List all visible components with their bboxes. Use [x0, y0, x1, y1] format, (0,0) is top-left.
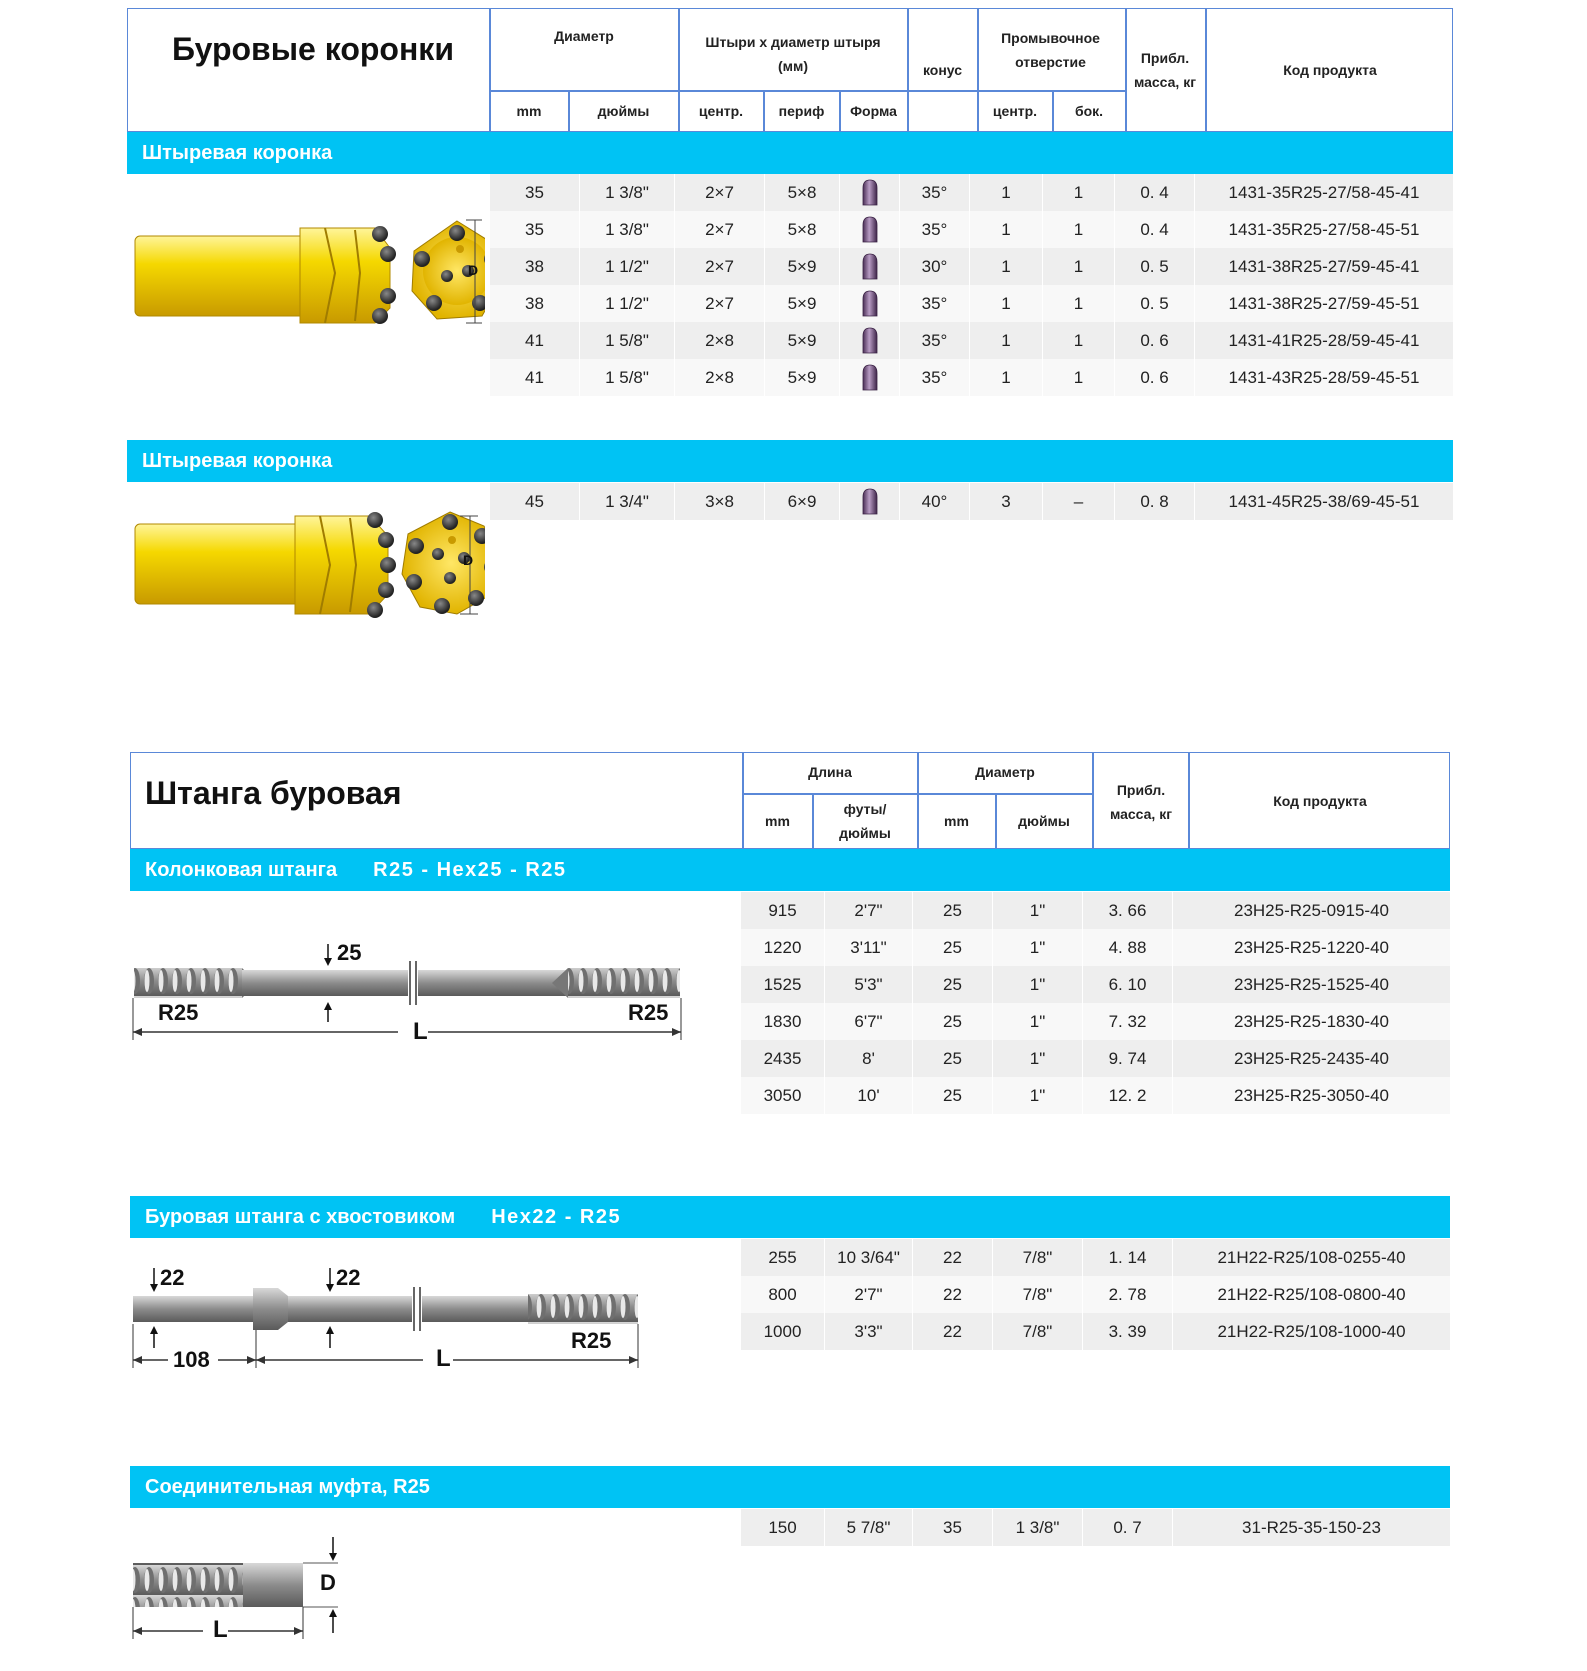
cell-code: 1431-41R25-28/59-45-41	[1228, 330, 1420, 350]
header-cone: конус	[922, 62, 963, 79]
cell-w: 0. 5	[1115, 285, 1195, 322]
cell-w: 0. 4	[1115, 211, 1195, 248]
cell-fc: 1	[970, 322, 1043, 359]
cell-p: 5×9	[765, 322, 840, 359]
cell-w: 0. 5	[1115, 248, 1195, 285]
rods-section-3-title: Соединительная муфта, R25	[145, 1475, 430, 1498]
cell-fc: 1	[970, 285, 1043, 322]
cell-cone: 40°	[900, 483, 970, 520]
table-row	[490, 359, 1453, 396]
rods-header-code: Код продукта	[1273, 792, 1367, 809]
cell-code: 1431-45R25-38/69-45-51	[1228, 491, 1420, 511]
cell-code: 23H25-R25-3050-40	[1234, 1085, 1389, 1105]
table-row	[490, 248, 1453, 285]
header-weight: Прибл. масса, кг	[1133, 50, 1197, 90]
header-inches: дюймы	[597, 103, 650, 120]
cell-code: 1431-38R25-27/59-45-51	[1228, 293, 1420, 313]
table-row	[741, 1239, 1450, 1276]
cell-fs: 1	[1043, 248, 1115, 285]
rod-1-hex-label: 25	[337, 940, 362, 965]
cell-mm: 255	[741, 1239, 825, 1276]
cell-in: 1 5/8"	[580, 359, 675, 396]
table-row	[490, 483, 1453, 520]
bits-title: Буровые коронки	[172, 31, 454, 67]
cell-dmm: 22	[913, 1276, 993, 1313]
cell-din: 7/8"	[993, 1276, 1083, 1313]
cell-c: 2×7	[675, 174, 765, 211]
cell-cone: 35°	[900, 285, 970, 322]
cell-ft: 6'7"	[825, 1003, 913, 1040]
table-row	[490, 211, 1453, 248]
cell-mm: 1830	[741, 1003, 825, 1040]
cell-fs: 1	[1043, 285, 1115, 322]
cell-code: 21H22-R25/108-1000-40	[1217, 1321, 1406, 1341]
cell-din: 1"	[993, 966, 1083, 1003]
rods-header-length: Длина	[808, 764, 852, 781]
cell-din: 1 3/8"	[993, 1509, 1083, 1546]
cell-cone: 30°	[900, 248, 970, 285]
cell-mm: 38	[490, 285, 580, 322]
header-perif: периф	[778, 103, 825, 120]
cell-din: 7/8"	[993, 1313, 1083, 1350]
cell-c: 2×8	[675, 322, 765, 359]
cell-ft: 5 7/8"	[825, 1509, 913, 1546]
bits-section-1-rows	[490, 174, 1453, 396]
cell-din: 1"	[993, 1077, 1083, 1114]
cell-ft: 3'3"	[825, 1313, 913, 1350]
bits-section-1-title: Штыревая коронка	[142, 141, 333, 164]
cell-ft: 8'	[825, 1040, 913, 1077]
pin-shape-icon	[840, 285, 900, 322]
cell-cone: 35°	[900, 359, 970, 396]
rods-section-2-title: Буровая штанга с хвостовиком	[145, 1205, 456, 1228]
cell-in: 1 1/2"	[580, 248, 675, 285]
rod-2-length-label: L	[436, 1345, 451, 1372]
rods-header-table	[130, 752, 1450, 849]
header-code: Код продукта	[1283, 62, 1377, 79]
table-row	[741, 1276, 1450, 1313]
table-row	[741, 1003, 1450, 1040]
cell-code: 1431-35R25-27/58-45-51	[1228, 219, 1420, 239]
rods-section-3-rows	[741, 1509, 1450, 1546]
cell-din: 1"	[993, 929, 1083, 966]
cell-w: 9. 74	[1083, 1040, 1173, 1077]
cell-w: 0. 6	[1115, 322, 1195, 359]
cell-din: 1"	[993, 892, 1083, 929]
button-bit-illustration-1	[130, 218, 485, 328]
cell-dmm: 25	[913, 1077, 993, 1114]
cell-c: 3×8	[675, 483, 765, 520]
coupling-d-label: D	[320, 1570, 336, 1595]
cell-code: 1431-38R25-27/59-45-41	[1228, 256, 1420, 276]
cell-w: 0. 8	[1115, 483, 1195, 520]
cell-ft: 10 3/64"	[825, 1239, 913, 1276]
rod-2-shank-label: 108	[173, 1347, 210, 1372]
cell-fs: 1	[1043, 211, 1115, 248]
header-diameter: Диаметр	[554, 28, 614, 45]
cell-fc: 3	[970, 483, 1043, 520]
rods-section-1-rows	[741, 892, 1450, 1114]
rod-1-right-thread-label: R25	[628, 1000, 669, 1025]
bits-section-2-title: Штыревая коронка	[142, 449, 333, 472]
cell-dmm: 35	[913, 1509, 993, 1546]
rods-section-3-bar	[130, 1466, 1450, 1508]
cell-fs: 1	[1043, 359, 1115, 396]
cell-c: 2×7	[675, 285, 765, 322]
pin-shape-icon	[840, 359, 900, 396]
cell-dmm: 25	[913, 966, 993, 1003]
bits-section-2-bar	[127, 440, 1453, 482]
header-flush: Промывочное отверстие	[1001, 30, 1100, 70]
cell-mm: 1525	[741, 966, 825, 1003]
cell-mm: 35	[490, 174, 580, 211]
cell-fc: 1	[970, 248, 1043, 285]
rods-section-1-bar	[130, 849, 1450, 891]
rod-1-length-label: L	[413, 1018, 428, 1045]
cell-din: 1"	[993, 1040, 1083, 1077]
rods-section-2-rows	[741, 1239, 1450, 1350]
header-flush-center: центр.	[992, 103, 1038, 120]
cell-code: 23H25-R25-1830-40	[1234, 1011, 1389, 1031]
cell-code: 1431-35R25-27/58-45-41	[1228, 182, 1420, 202]
table-row	[741, 929, 1450, 966]
table-row	[741, 966, 1450, 1003]
bit-2-d-label: D	[463, 552, 474, 568]
pin-shape-icon	[840, 248, 900, 285]
rods-header-weight: Прибл. масса, кг	[1109, 782, 1173, 822]
rods-section-1-spec: R25 - Hex25 - R25	[373, 858, 567, 881]
cell-mm: 41	[490, 359, 580, 396]
rods-section-2-spec: Hex22 - R25	[491, 1205, 622, 1228]
cell-p: 5×8	[765, 211, 840, 248]
cell-ft: 10'	[825, 1077, 913, 1114]
cell-dmm: 25	[913, 1003, 993, 1040]
cell-mm: 1000	[741, 1313, 825, 1350]
cell-dmm: 25	[913, 1040, 993, 1077]
cell-p: 5×8	[765, 174, 840, 211]
rod-1-left-thread-label: R25	[158, 1000, 199, 1025]
button-bit-illustration-2	[130, 510, 485, 620]
rods-title: Штанга буровая	[145, 775, 402, 811]
table-row	[741, 1077, 1450, 1114]
coupling-length-label: L	[213, 1616, 228, 1643]
pin-shape-icon	[840, 483, 900, 520]
cell-mm: 41	[490, 322, 580, 359]
cell-p: 5×9	[765, 248, 840, 285]
cell-cone: 35°	[900, 174, 970, 211]
cell-in: 1 3/8"	[580, 211, 675, 248]
cell-code: 23H25-R25-1220-40	[1234, 937, 1389, 957]
coupling-drawing	[128, 1535, 348, 1640]
rods-section-2-bar	[130, 1196, 1450, 1238]
cell-mm: 2435	[741, 1040, 825, 1077]
cell-w: 2. 78	[1083, 1276, 1173, 1313]
cell-code: 23H25-R25-0915-40	[1234, 900, 1389, 920]
cell-code: 1431-43R25-28/59-45-51	[1228, 367, 1420, 387]
cell-code: 31-R25-35-150-23	[1242, 1517, 1381, 1537]
cell-fs: 1	[1043, 174, 1115, 211]
cell-fc: 1	[970, 359, 1043, 396]
cell-in: 1 1/2"	[580, 285, 675, 322]
rods-header-din: дюймы	[1018, 813, 1070, 830]
cell-din: 1"	[993, 1003, 1083, 1040]
cell-w: 0. 4	[1115, 174, 1195, 211]
table-row	[741, 1313, 1450, 1350]
cell-w: 7. 32	[1083, 1003, 1173, 1040]
cell-ft: 2'7"	[825, 1276, 913, 1313]
cell-mm: 800	[741, 1276, 825, 1313]
cell-dmm: 25	[913, 929, 993, 966]
table-row	[490, 285, 1453, 322]
cell-p: 5×9	[765, 359, 840, 396]
rods-header-mm: mm	[765, 813, 790, 830]
cell-dmm: 25	[913, 892, 993, 929]
cell-fs: 1	[1043, 322, 1115, 359]
pin-shape-icon	[840, 211, 900, 248]
cell-w: 12. 2	[1083, 1077, 1173, 1114]
bits-header-table	[127, 8, 1453, 132]
cell-mm: 38	[490, 248, 580, 285]
header-shape: Форма	[850, 103, 897, 120]
cell-ft: 2'7"	[825, 892, 913, 929]
cell-fc: 1	[970, 211, 1043, 248]
cell-mm: 45	[490, 483, 580, 520]
rod-2-hex2-label: 22	[336, 1265, 361, 1290]
cell-ft: 3'11"	[825, 929, 913, 966]
cell-w: 6. 10	[1083, 966, 1173, 1003]
cell-w: 1. 14	[1083, 1239, 1173, 1276]
cell-code: 23H25-R25-1525-40	[1234, 974, 1389, 994]
cell-p: 6×9	[765, 483, 840, 520]
pin-shape-icon	[840, 322, 900, 359]
cell-w: 0. 7	[1083, 1509, 1173, 1546]
header-center: центр.	[698, 103, 744, 120]
cell-mm: 1220	[741, 929, 825, 966]
cell-code: 23H25-R25-2435-40	[1234, 1048, 1389, 1068]
cell-w: 0. 6	[1115, 359, 1195, 396]
cell-in: 1 3/8"	[580, 174, 675, 211]
cell-dmm: 22	[913, 1239, 993, 1276]
rods-section-1-title: Колонковая штанга	[145, 858, 338, 881]
cell-mm: 35	[490, 211, 580, 248]
cell-cone: 35°	[900, 322, 970, 359]
cell-cone: 35°	[900, 211, 970, 248]
rods-header-ft: футы/дюймы	[839, 801, 891, 841]
header-flush-side: бок.	[1074, 103, 1104, 120]
cell-in: 1 5/8"	[580, 322, 675, 359]
table-row	[741, 1509, 1450, 1546]
bits-section-2-rows	[490, 483, 1453, 520]
cell-code: 21H22-R25/108-0800-40	[1217, 1284, 1406, 1304]
table-row	[490, 174, 1453, 211]
cell-mm: 915	[741, 892, 825, 929]
cell-dmm: 22	[913, 1313, 993, 1350]
table-row	[490, 322, 1453, 359]
cell-fc: 1	[970, 174, 1043, 211]
cell-w: 3. 39	[1083, 1313, 1173, 1350]
rod-2-thread-label: R25	[571, 1328, 612, 1353]
rod-2-hex1-label: 22	[160, 1265, 185, 1290]
cell-p: 5×9	[765, 285, 840, 322]
cell-in: 1 3/4"	[580, 483, 675, 520]
rods-header-dmm: mm	[944, 813, 969, 830]
cell-c: 2×8	[675, 359, 765, 396]
table-row	[741, 892, 1450, 929]
cell-fs: –	[1043, 483, 1115, 520]
header-buttons: Штыри x диаметр штыря (мм)	[705, 34, 881, 74]
cell-c: 2×7	[675, 248, 765, 285]
cell-code: 21H22-R25/108-0255-40	[1217, 1247, 1406, 1267]
table-row	[741, 1040, 1450, 1077]
bit-1-d-label: D	[468, 262, 479, 278]
cell-mm: 150	[741, 1509, 825, 1546]
cell-din: 7/8"	[993, 1239, 1083, 1276]
bits-section-1-bar	[127, 132, 1453, 174]
cell-mm: 3050	[741, 1077, 825, 1114]
pin-shape-icon	[840, 174, 900, 211]
cell-ft: 5'3"	[825, 966, 913, 1003]
cell-w: 4. 88	[1083, 929, 1173, 966]
cell-w: 3. 66	[1083, 892, 1173, 929]
header-mm: mm	[516, 103, 542, 120]
cell-c: 2×7	[675, 211, 765, 248]
rods-header-diameter: Диаметр	[975, 764, 1035, 781]
